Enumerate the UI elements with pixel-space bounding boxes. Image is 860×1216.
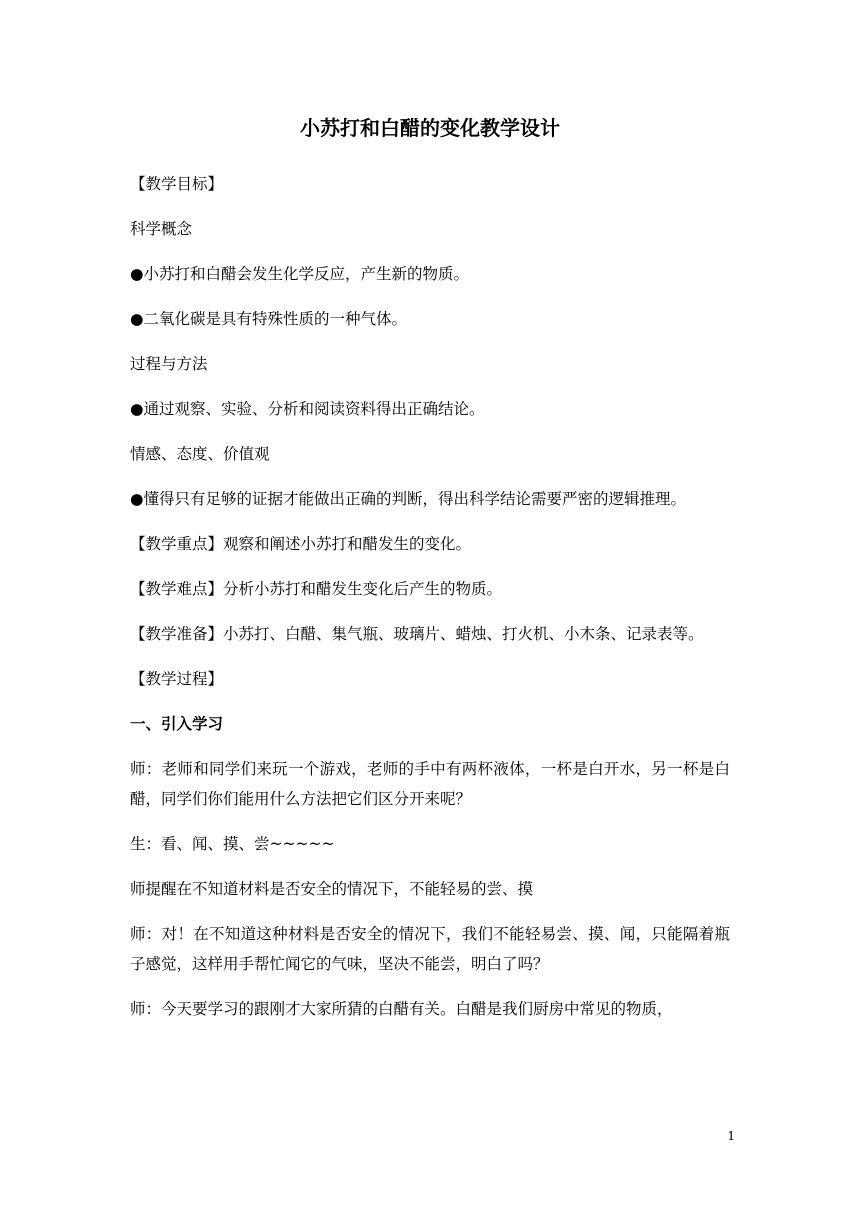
section-label-process: 【教学过程】 [130, 670, 224, 688]
section-heading-intro: 一、引入学习 [130, 715, 224, 733]
bullet-item: ●通过观察、实验、分析和阅读资料得出正确结论。 [130, 400, 485, 418]
document-body [130, 169, 730, 1039]
section-label-objectives: 【教学目标】 [130, 175, 224, 193]
dialogue-paragraph: 师：对！在不知道这种材料是否安全的情况下，我们不能轻易尝、摸、闻，只能隔着瓶子感觉，这样用手帮忙闻它的气味，坚决不能尝，明白了吗？ [130, 925, 730, 973]
subsection-attitudes-values: 情感、态度、价值观 [130, 445, 270, 463]
bullet-item: ●二氧化碳是具有特殊性质的一种气体。 [130, 310, 408, 328]
page-number: 1 [727, 1129, 735, 1143]
teaching-focus: 【教学重点】观察和阐述小苏打和醋发生的变化。 [130, 535, 472, 553]
document-title: 小苏打和白醋的变化教学设计 [300, 116, 560, 140]
dialogue-paragraph: 生：看、闻、摸、尝~~~~~ [130, 835, 335, 853]
subsection-science-concepts: 科学概念 [130, 220, 193, 238]
dialogue-paragraph: 师：老师和同学们来玩一个游戏，老师的手中有两杯液体，一杯是白开水，另一杯是白醋，同学们你们能用什么方法把它们区分开来呢？ [130, 760, 730, 808]
teaching-difficulty: 【教学难点】分析小苏打和醋发生变化后产生的物质。 [130, 580, 503, 598]
bullet-item: ●小苏打和白醋会发生化学反应，产生新的物质。 [130, 265, 470, 283]
teaching-preparation: 【教学准备】小苏打、白醋、集气瓶、玻璃片、蜡烛、打火机、小木条、记录表等。 [130, 625, 704, 643]
subsection-process-methods: 过程与方法 [130, 355, 208, 373]
bullet-item: ●懂得只有足够的证据才能做出正确的判断，得出科学结论需要严密的逻辑推理。 [130, 490, 687, 508]
dialogue-paragraph: 师：今天要学习的跟刚才大家所猜的白醋有关。白醋是我们厨房中常见的物质， [130, 1000, 673, 1018]
dialogue-paragraph: 师提醒在不知道材料是否安全的情况下，不能轻易的尝、摸 [130, 880, 534, 898]
